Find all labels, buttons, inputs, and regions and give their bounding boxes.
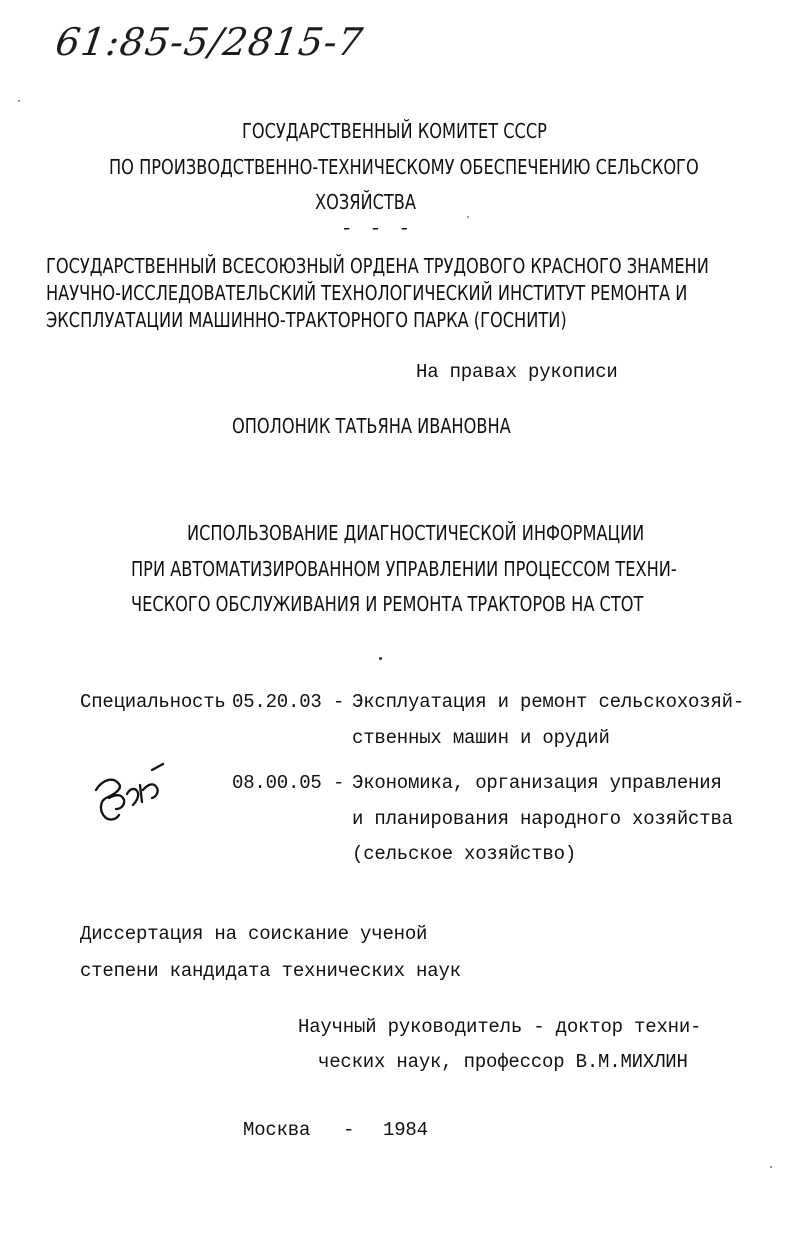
dissertation-line-2: степени кандидата технических наук bbox=[80, 960, 461, 982]
specialty-desc-1-line-2: ственных машин и орудий bbox=[352, 727, 610, 749]
handwritten-archive-code: 61:85-5/2815-7 bbox=[52, 20, 367, 64]
scan-speck bbox=[18, 100, 20, 102]
specialty-desc-2-line-1: Экономика, организация управления bbox=[352, 772, 722, 794]
handwritten-signature bbox=[88, 760, 168, 830]
supervisor-line-1: Научный руководитель - доктор техни- bbox=[298, 1016, 702, 1038]
specialty-dash-2: - bbox=[333, 772, 345, 794]
title-line-1: ИСПОЛЬЗОВАНИЕ ДИАГНОСТИЧЕСКОЙ ИНФОРМАЦИИ bbox=[187, 521, 645, 545]
institute-line-3: ЭКСПЛУАТАЦИИ МАШИННО-ТРАКТОРНОГО ПАРКА (ГОСНИТИ) bbox=[46, 308, 567, 332]
author-name: ОПОЛОНИК ТАТЬЯНА ИВАНОВНА bbox=[232, 414, 511, 438]
specialty-desc-2-line-3: (сельское хозяйство) bbox=[352, 843, 577, 865]
institute-line-1: ГОСУДАРСТВЕННЫЙ ВСЕСОЮЗНЫЙ ОРДЕНА ТРУДОВОГО КРАСНОГО ЗНАМЕНИ bbox=[46, 254, 709, 278]
manuscript-note: На правах рукописи bbox=[416, 361, 618, 383]
specialty-label: Специальность bbox=[80, 691, 226, 713]
title-line-2: ПРИ АВТОМАТИЗИРОВАННОМ УПРАВЛЕНИИ ПРОЦЕССОМ ТЕХНИ- bbox=[131, 557, 677, 581]
scan-speck bbox=[770, 1166, 772, 1168]
specialty-desc-2-line-2: и планирования народного хозяйства bbox=[352, 808, 733, 830]
institute-line-2: НАУЧНО-ИССЛЕДОВАТЕЛЬСКИЙ ТЕХНОЛОГИЧЕСКИЙ ИНСТИТУТ РЕМОНТА И bbox=[46, 281, 688, 305]
year: 1984 bbox=[383, 1119, 428, 1141]
header-separator: - - - bbox=[341, 218, 414, 240]
specialty-code-1: 05.20.03 bbox=[232, 691, 322, 713]
city-year-dash: - bbox=[343, 1119, 355, 1141]
city: Москва bbox=[243, 1119, 311, 1141]
supervisor-line-2: ческих наук, профессор В.М.МИХЛИН bbox=[318, 1051, 688, 1073]
scan-speck bbox=[467, 216, 469, 218]
dissertation-line-1: Диссертация на соискание ученой bbox=[80, 923, 428, 945]
specialty-desc-1-line-1: Эксплуатация и ремонт сельскохозяй- bbox=[352, 691, 745, 713]
title-line-3: ЧЕСКОГО ОБСЛУЖИВАНИЯ И РЕМОНТА ТРАКТОРОВ НА СТОТ bbox=[131, 592, 644, 616]
specialty-dash-1: - bbox=[333, 691, 345, 713]
committee-line-1: ГОСУДАРСТВЕННЫЙ КОМИТЕТ СССР bbox=[242, 119, 547, 143]
specialty-code-2: 08.00.05 bbox=[232, 772, 322, 794]
scan-dot bbox=[379, 657, 382, 660]
committee-line-3: ХОЗЯЙСТВА bbox=[315, 190, 416, 214]
committee-line-2: ПО ПРОИЗВОДСТВЕННО-ТЕХНИЧЕСКОМУ ОБЕСПЕЧЕНИЮ СЕЛЬСКОГО bbox=[109, 155, 699, 179]
